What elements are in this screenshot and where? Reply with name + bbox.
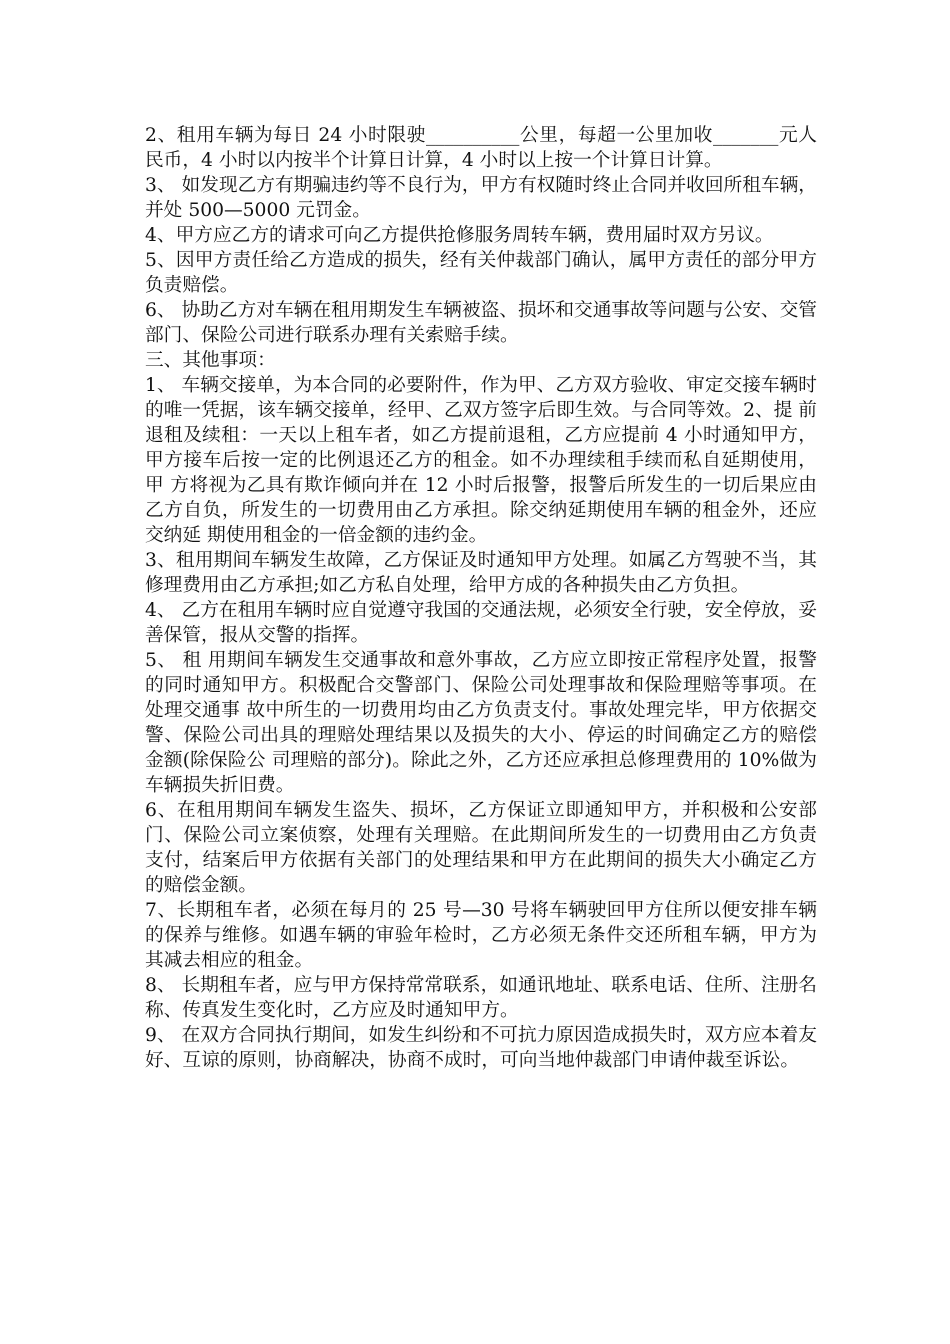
document-body (145, 123, 817, 1073)
section-heading-other-matters: 三、其他事项： (145, 350, 276, 371)
clause-5-accident-handling: 5、 租 用期间车辆发生交通事故和意外事故，乙方应立即按正常程序处置，报警的同时通知甲方。积极配合交警部门、保险公司处理事故和保险理赔等事项。在处理交通事 故中所生的一切费用均由乙方负责支付。事故处理完毕，甲方依据交警、保险公司出具的理赔处理结果以及损失的大小、停运的时间确定乙方的赔偿金额(除保险公 司理赔的部分)。除此之外，乙方还应承担总修理费用的 10%做为车辆损失折旧费。 (145, 650, 817, 796)
clause-5-party-a-liability: 5、因甲方责任给乙方造成的损失，经有关仲裁部门确认，属甲方责任的部分甲方负责赔偿。 (145, 250, 817, 296)
clause-2-mileage-limit: 2、租用车辆为每日 24 小时限驶__________公里，每超一公里加收_______元人民币，4 小时以内按半个计算日计算，4 小时以上按一个计算日计算。 (145, 125, 817, 171)
clause-9-dispute-resolution: 9、 在双方合同执行期间，如发生纠纷和不可抗力原因造成损失时，双方应本着友好、互谅的原则，协商解决，协商不成时，可向当地仲裁部门申请仲裁至诉讼。 (145, 1025, 817, 1071)
clause-6-theft-damage: 6、在租用期间车辆发生盗失、损坏，乙方保证立即通知甲方，并积极和公安部门、保险公司立案侦察，处理有关理赔。在此期间所发生的一切费用由乙方负责支付，结案后甲方依据有关部门的处理结果和甲方在此期间的损失大小确定乙方的赔偿金额。 (145, 800, 817, 896)
clause-4-replacement-vehicle: 4、甲方应乙方的请求可向乙方提供抢修服务周转车辆，费用届时双方另议。 (145, 225, 774, 246)
clause-4-traffic-rules: 4、 乙方在租用车辆时应自觉遵守我国的交通法规，必须安全行驶，安全停放，妥善保管，报从交警的指挥。 (145, 600, 817, 646)
clause-3-breach-penalty: 3、 如发现乙方有期骗违约等不良行为，甲方有权随时终止合同并收回所租车辆，并处 500—5000 元罚金。 (145, 175, 817, 221)
clause-7-long-term-maintenance: 7、长期租车者，必须在每月的 25 号—30 号将车辆驶回甲方住所以便安排车辆的保养与维修。如遇车辆的审验年检时，乙方必须无条件交还所租车辆，甲方为其减去相应的租金。 (145, 900, 817, 971)
clause-3-vehicle-fault: 3、租用期间车辆发生故障，乙方保证及时通知甲方处理。如属乙方驾驶不当，其修理费用由乙方承担;如乙方私自处理，给甲方成的各种损失由乙方负担。 (145, 550, 817, 596)
clause-8-contact-changes: 8、 长期租车者，应与甲方保持常常联系，如通讯地址、联系电话、住所、注册名称、传真发生变化时，乙方应及时通知甲方。 (145, 975, 817, 1021)
clause-1-handover-and-early-return: 1、 车辆交接单，为本合同的必要附件，作为甲、乙方双方验收、审定交接车辆时的唯一凭据，该车辆交接单，经甲、乙双方签字后即生效。与合同等效。2、提 前退租及续租：一天以上租车者，如乙方提前退租，乙方应提前 4 小时通知甲方，甲方接车后按一定的比例退还乙方的租金。如不办理续租手续而私自延期使用，甲 方将视为乙具有欺诈倾向并在 12 小时后报警，报警后所发生的一切后果应由乙方自负，所发生的一切费用由乙方承担。除交纳延期使用车辆的租金外，还应交纳延 期使用租金的一倍金额的违约金。 (145, 375, 817, 546)
clause-6-claims-assistance: 6、 协助乙方对车辆在租用期发生车辆被盗、损坏和交通事故等问题与公安、交管部门、保险公司进行联系办理有关索赔手续。 (145, 300, 817, 346)
